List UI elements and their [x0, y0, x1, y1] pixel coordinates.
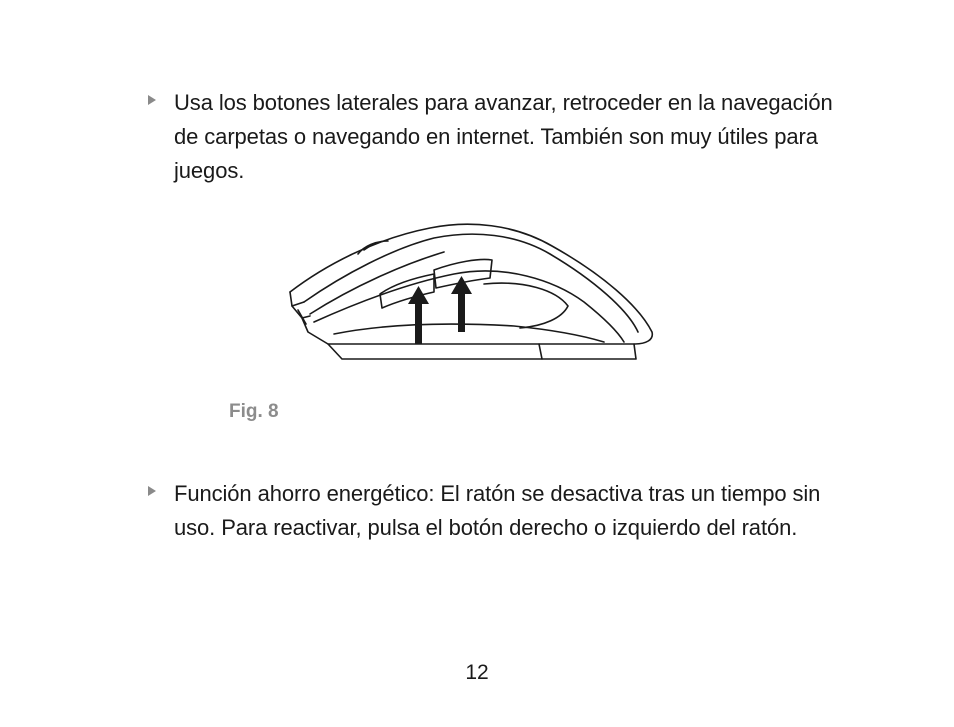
- page-number: 12: [465, 661, 489, 684]
- bullet-text: Usa los botones laterales para avanzar, retroceder en la navegación de carpetas o navegando en internet. También son muy útiles para juegos.: [174, 90, 833, 183]
- bullet-arrow-icon: [148, 95, 156, 105]
- mouse-side-buttons-illustration: [284, 214, 660, 364]
- mouse-illustration-icon: [284, 214, 660, 364]
- bullet-arrow-icon: [148, 486, 156, 496]
- figure-caption: Fig. 8: [229, 401, 279, 422]
- bullet-text: Función ahorro energético: El ratón se desactiva tras un tiempo sin uso. Para reactivar, pulsa el botón derecho o izquierdo del ratón.: [174, 481, 821, 540]
